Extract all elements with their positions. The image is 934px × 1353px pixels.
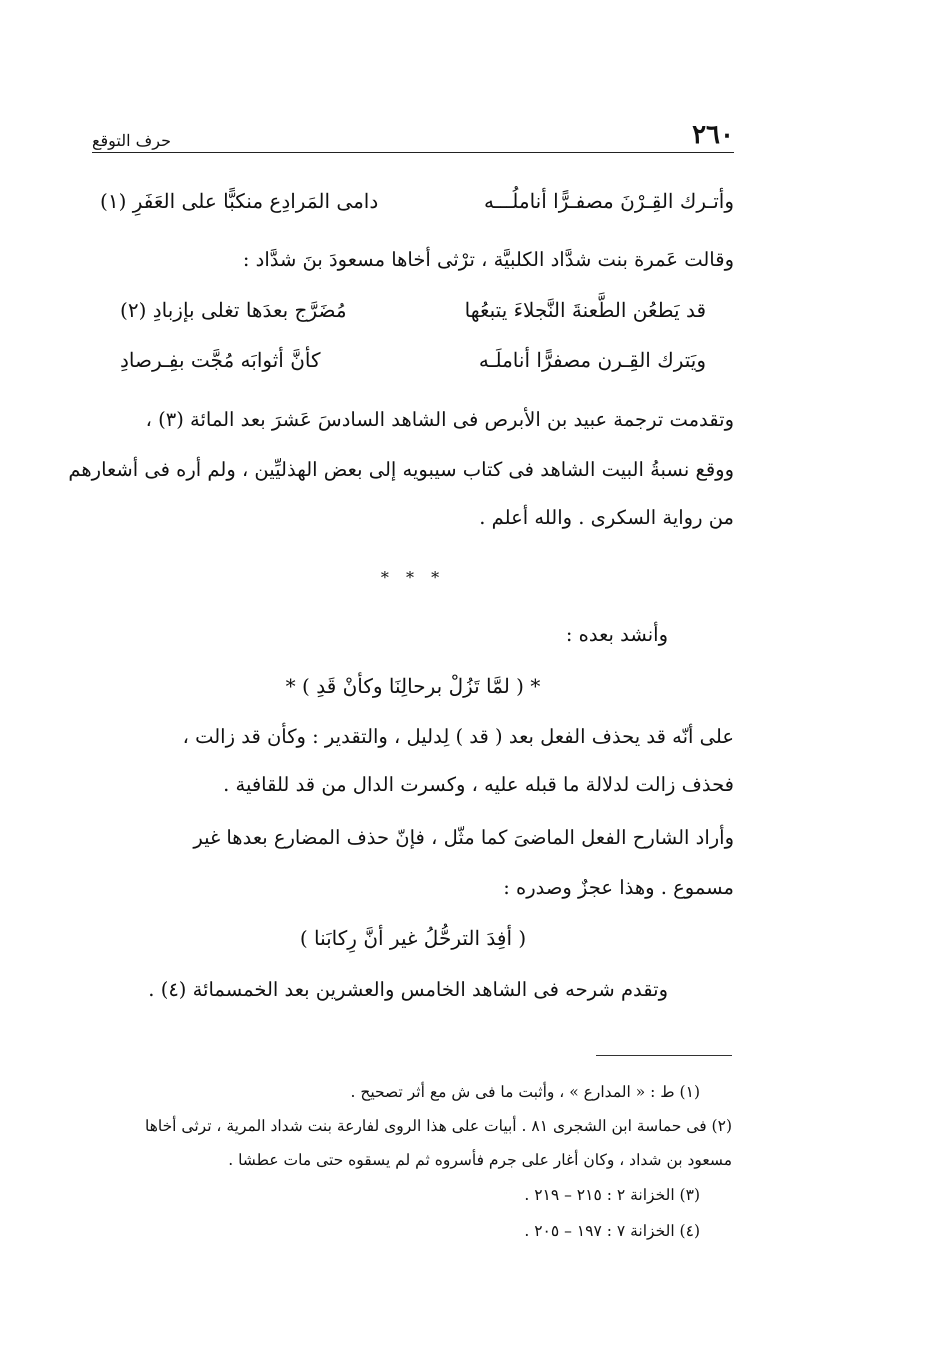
verse-hemistich-first: قد يَطعُن الطَّعنةَ النَّجلاءَ يتبعُها <box>464 298 706 322</box>
footnote: (٤) الخزانة ٧ : ١٩٧ – ٢٠٥ . <box>524 1222 700 1240</box>
text-line: من رواية السكرى . والله أعلم . <box>479 506 734 529</box>
verse-hemistich-second: كأنَّ أثوابَه مُجَّت بفِـرصادِ <box>120 348 321 372</box>
verse-line-2 <box>120 293 706 327</box>
text-line: وأنشد بعده : <box>565 623 668 646</box>
text-line: على أنّه قد يحذف الفعل بعد ( قد ) لِدليل ، والتقدير : وكأن قد زالت ، <box>182 725 734 748</box>
footnote: (٣) الخزانة ٢ : ٢١٥ – ٢١٩ . <box>524 1186 700 1204</box>
page-header <box>92 112 734 150</box>
text-line: وقالت عَمرة بنت شدَّاد الكلبيَّة ، ترْثى أخاها مسعودَ بنَ شدَّاد : <box>242 248 734 271</box>
verse-hemistich-first: وأتـرك القِـرْنَ مصفـرًّا أناملُـــه <box>483 189 734 213</box>
verse-line-3 <box>120 343 706 377</box>
footnote: (١) ط : « المدارع » ، وأثبت ما فى ش مع أثر تصحيح . <box>350 1083 700 1101</box>
header-rule <box>92 152 734 153</box>
verse-hemistich-second: مُضَرَّج بعدَها تغلى بإزبادِ (٢) <box>120 298 347 322</box>
footnote-rule <box>596 1055 732 1056</box>
text-line: مسموع . وهذا عجزٌ وصدره : <box>503 876 734 899</box>
quoted-verse: * ( لمَّا تَزُلْ برحالِنَا وكأنْ قَدِ ) * <box>285 674 541 698</box>
verse-hemistich-first: ويَترك القِـرن مصفرًّا أناملَـه <box>478 348 706 372</box>
page-number: ٢٦٠ <box>692 120 734 150</box>
verse-line-1 <box>100 184 734 218</box>
text-line: ووقع نسبةُ البيت الشاهد فى كتاب سيبويه إلى بعض الهذليِّين ، ولم أره فى أشعارهم <box>68 458 734 481</box>
footnote-continued: مسعود بن شداد ، وكان أغار على جرم فأسروه ثم لم يسقوه حتى مات عطشا . <box>228 1151 732 1169</box>
quoted-verse: ( أفِدَ الترحُّلُ غير أنَّ رِكابَنا ) <box>299 926 527 950</box>
text-line: وتقدمت ترجمة عبيد بن الأبرص فى الشاهد السادسَ عَشرَ بعد المائة (٣) ، <box>145 408 734 431</box>
section-separator: * * * <box>380 568 446 587</box>
text-line: وأراد الشارح الفعل الماضىَ كما مثّل ، فإنّ حذف المضارع بعدها غير <box>193 826 734 849</box>
running-title: حرف التوقع <box>92 131 171 150</box>
text-line: وتقدم شرحه فى الشاهد الخامس والعشرين بعد الخمسمائة (٤) . <box>148 978 668 1001</box>
footnote: (٢) فى حماسة ابن الشجرى ٨١ . أبيات على هذا الروى لفارعة بنت شداد المرية ، ترثى أخاها <box>144 1117 732 1135</box>
text-line: فحذف زالت لدلالة ما قبله عليه ، وكسرت الدال من قد للقافية . <box>223 773 734 796</box>
verse-hemistich-second: دامى المَرادِع منكبًّا على العَفَرِ (١) <box>100 189 379 213</box>
